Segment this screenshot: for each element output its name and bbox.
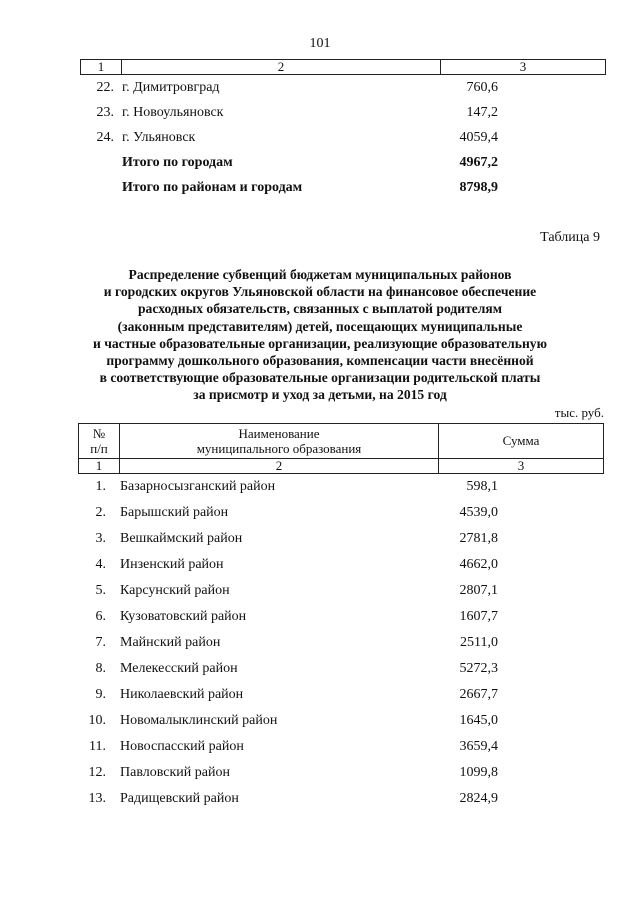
page-number: 101 <box>309 36 331 51</box>
row-number: 12. <box>88 765 106 780</box>
row-name: г. Новоульяновск <box>122 105 224 120</box>
title-line: в соответствующие образовательные организации родительской платы <box>99 370 541 386</box>
row-sum: 2781,8 <box>459 531 498 546</box>
row-number: 2. <box>95 505 106 520</box>
table-row <box>72 633 604 653</box>
table-row <box>80 103 606 123</box>
row-number: 23. <box>96 105 114 120</box>
row-number: 22. <box>96 80 114 95</box>
row-name: Павловский район <box>120 765 230 780</box>
main-table-index-row <box>78 458 604 474</box>
row-sum: 598,1 <box>466 479 498 494</box>
row-number: 7. <box>95 635 106 650</box>
row-sum: 147,2 <box>466 105 498 120</box>
table-row <box>80 128 606 148</box>
title-line: и частные образовательные организации, реализующие образовательную <box>92 335 547 351</box>
row-name: Инзенский район <box>120 557 224 572</box>
row-sum: 2511,0 <box>460 635 498 650</box>
table-row <box>72 607 604 627</box>
col-sum-header: Сумма <box>502 433 540 448</box>
row-name: Новоспасский район <box>120 739 244 754</box>
table-row <box>72 789 604 809</box>
row-sum: 1645,0 <box>459 713 498 728</box>
table-row <box>72 711 604 731</box>
col-num-header <box>79 426 119 456</box>
total-cities-label: Итого по городам <box>122 155 233 170</box>
row-sum: 5272,3 <box>459 661 498 676</box>
row-sum: 2667,7 <box>459 687 498 702</box>
top-header-col-3: 3 <box>519 59 527 74</box>
row-number: 3. <box>95 531 106 546</box>
table-row <box>72 555 604 575</box>
row-sum: 4059,4 <box>459 130 498 145</box>
row-name: Мелекесский район <box>120 661 238 676</box>
row-sum: 3659,4 <box>459 739 498 754</box>
total-cities-row <box>80 153 606 173</box>
index-col-2: 2 <box>275 458 283 473</box>
row-number: 10. <box>88 713 106 728</box>
top-header-col-1: 1 <box>97 59 105 74</box>
row-sum: 1099,8 <box>459 765 498 780</box>
top-table-header <box>80 59 606 75</box>
row-name: Новомалыклинский район <box>120 713 278 728</box>
row-name: г. Димитровград <box>122 80 220 95</box>
row-name: Майнский район <box>120 635 221 650</box>
table-row <box>72 659 604 679</box>
top-header-col-2: 2 <box>277 59 285 74</box>
row-sum: 2807,1 <box>459 583 498 598</box>
row-name: Вешкаймский район <box>120 531 243 546</box>
units-label: тыс. руб. <box>554 405 604 420</box>
table-row <box>72 529 604 549</box>
col-name-header-line-1: Наименование <box>238 426 320 441</box>
row-number: 13. <box>88 791 106 806</box>
row-sum: 2824,9 <box>459 791 498 806</box>
table-caption: Таблица 9 <box>540 230 600 245</box>
row-number: 1. <box>95 479 106 494</box>
row-name: Радищевский район <box>120 791 239 806</box>
total-all-row <box>80 178 606 198</box>
index-col-3: 3 <box>517 458 525 473</box>
row-number: 8. <box>95 661 106 676</box>
total-cities-value: 4967,2 <box>459 155 498 170</box>
title-line: за присмотр и уход за детьми, на 2015 год <box>193 387 447 403</box>
index-col-1: 1 <box>95 458 103 473</box>
row-number: 6. <box>95 609 106 624</box>
col-num-header-line-1: № <box>92 426 106 441</box>
row-name: Карсунский район <box>120 583 230 598</box>
title-line: расходных обязательств, связанных с выплатой родителям <box>137 301 503 317</box>
table-row <box>72 685 604 705</box>
title-line: программу дошкольного образования, компенсации части внесённой <box>106 353 534 369</box>
col-num-header-line-2: п/п <box>90 441 108 456</box>
row-number: 4. <box>95 557 106 572</box>
table-row <box>72 581 604 601</box>
row-name: Барышский район <box>120 505 229 520</box>
table-row <box>72 503 604 523</box>
row-name: Николаевский район <box>120 687 244 702</box>
table-row <box>72 477 604 497</box>
row-number: 11. <box>89 739 106 754</box>
row-name: Базарносызганский район <box>120 479 276 494</box>
total-all-label: Итого по районам и городам <box>122 180 303 195</box>
col-name-header-line-2: муниципального образования <box>196 441 362 456</box>
row-sum: 4662,0 <box>459 557 498 572</box>
row-sum: 4539,0 <box>459 505 498 520</box>
table-row <box>72 763 604 783</box>
table-title <box>0 266 640 404</box>
row-name: г. Ульяновск <box>122 130 196 145</box>
title-line: (законным представителям) детей, посещающих муниципальные <box>117 318 523 334</box>
col-name-header <box>120 426 438 456</box>
row-sum: 760,6 <box>466 80 498 95</box>
row-name: Кузоватовский район <box>120 609 247 624</box>
row-number: 9. <box>95 687 106 702</box>
row-sum: 1607,7 <box>459 609 498 624</box>
row-number: 5. <box>95 583 106 598</box>
table-row <box>80 78 606 98</box>
total-all-value: 8798,9 <box>459 180 498 195</box>
row-number: 24. <box>96 130 114 145</box>
main-table-header <box>78 423 604 459</box>
title-line: Распределение субвенций бюджетам муниципальных районов <box>128 267 512 282</box>
title-line: и городских округов Ульяновской области на финансовое обеспечение <box>103 284 537 300</box>
table-row <box>72 737 604 757</box>
